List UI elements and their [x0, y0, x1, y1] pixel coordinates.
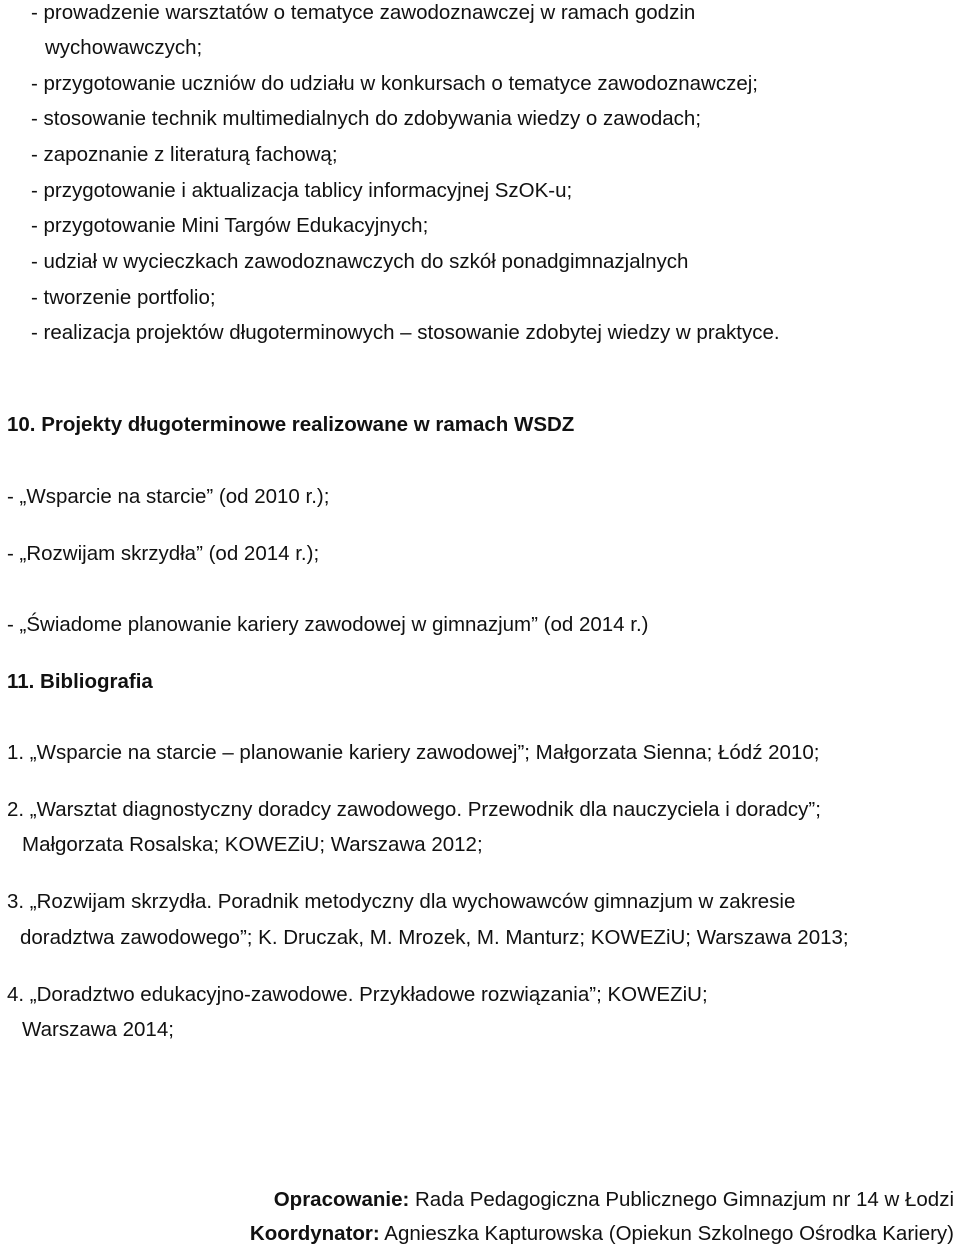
activity-item: wychowawczych; [45, 36, 203, 59]
bibliography-entry: 4. „Doradztwo edukacyjno-zawodowe. Przykładowe rozwiązania”; KOWEZiU; [7, 983, 708, 1006]
prepared-by-line [274, 1187, 954, 1213]
bibliography-entry: 1. „Wsparcie na starcie – planowanie kariery zawodowej”; Małgorzata Sienna; Łódź 2010; [7, 741, 820, 764]
bibliography-entry: 2. „Warsztat diagnostyczny doradcy zawodowego. Przewodnik dla nauczyciela i doradcy”; [7, 798, 821, 821]
coordinator-value: Agnieszka Kapturowska (Opiekun Szkolnego Ośrodka Kariery) [379, 1222, 954, 1245]
project-item: - „Wsparcie na starcie” (od 2010 r.); [7, 485, 330, 508]
activity-item: - udział w wycieczkach zawodoznawczych do szkół ponadgimnazjalnych [31, 250, 689, 273]
activity-item: - przygotowanie Mini Targów Edukacyjnych; [31, 214, 429, 237]
activity-item: - realizacja projektów długoterminowych – stosowanie zdobytej wiedzy w praktyce. [31, 321, 780, 344]
activity-item: - stosowanie technik multimedialnych do zdobywania wiedzy o zawodach; [31, 107, 702, 130]
project-item: - „Rozwijam skrzydła” (od 2014 r.); [7, 542, 320, 565]
coordinator-label: Koordynator: [249, 1222, 380, 1245]
bibliography-entry: 3. „Rozwijam skrzydła. Poradnik metodyczny dla wychowawców gimnazjum w zakresie [7, 890, 796, 913]
activity-item: - tworzenie portfolio; [31, 286, 216, 309]
section-11-heading: 11. Bibliografia [7, 670, 153, 693]
section-10-heading: 10. Projekty długoterminowe realizowane w ramach WSDZ [7, 413, 575, 436]
bibliography-entry-continuation: doradztwa zawodowego”; K. Druczak, M. Mrozek, M. Manturz; KOWEZiU; Warszawa 2013; [20, 926, 849, 949]
activity-item: - przygotowanie i aktualizacja tablicy informacyjnej SzOK-u; [31, 179, 573, 202]
activity-item: - prowadzenie warsztatów o tematyce zawodoznawczej w ramach godzin [31, 1, 696, 24]
prepared-by-label: Opracowanie: [273, 1188, 410, 1211]
activity-item: - zapoznanie z literaturą fachową; [31, 143, 338, 166]
prepared-by-value: Rada Pedagogiczna Publicznego Gimnazjum nr 14 w Łodzi [409, 1188, 954, 1211]
bibliography-entry-continuation: Warszawa 2014; [22, 1018, 174, 1041]
project-item: - „Świadome planowanie kariery zawodowej w gimnazjum” (od 2014 r.) [7, 613, 649, 636]
activity-item: - przygotowanie uczniów do udziału w konkursach o tematyce zawodoznawczej; [31, 72, 758, 95]
bibliography-entry-continuation: Małgorzata Rosalska; KOWEZiU; Warszawa 2012; [22, 833, 483, 856]
coordinator-line [250, 1221, 954, 1247]
